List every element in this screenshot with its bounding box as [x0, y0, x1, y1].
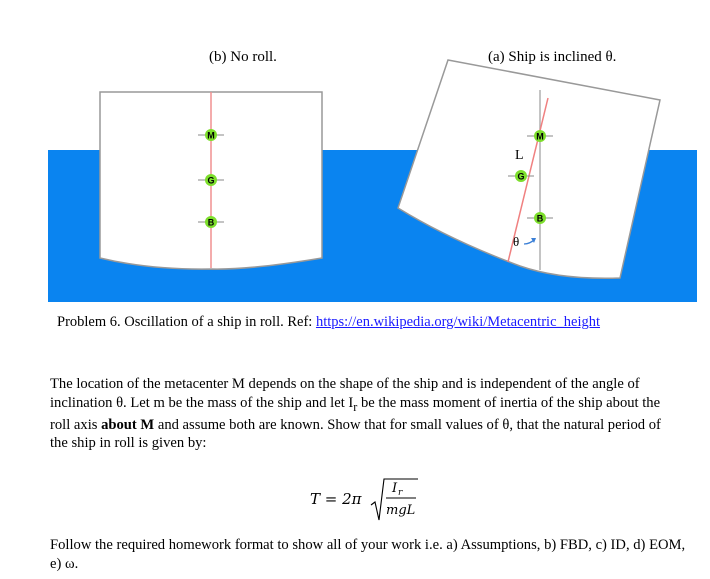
svg-text:G: G — [207, 175, 215, 186]
svg-text:M: M — [536, 131, 544, 142]
no-roll-label: (b) No roll. — [209, 49, 277, 65]
svg-text:B: B — [207, 217, 215, 228]
svg-text:G: G — [517, 171, 525, 182]
length-label-l: L — [515, 148, 524, 163]
theta-label: θ — [513, 234, 520, 249]
homework-instructions: Follow the required homework format to show all of your work i.e. a) Assumptions, b) FBD, c) ID, d) EOM, e) ω. — [50, 537, 686, 572]
svg-text:M: M — [207, 130, 215, 141]
caption-text: Problem 6. Oscillation of a ship in roll. Ref: — [57, 314, 316, 330]
svg-text:T = 2π: T = 2π — [310, 490, 362, 508]
wikipedia-link[interactable]: https://en.wikipedia.org/wiki/Metacentric_height — [315, 314, 601, 330]
problem-paragraph: The location of the metacenter M depends on the shape of the ship and is independent of the angle of inclination θ. Let m be the mass of the ship and let $I_r$ be the mass moment of inertia of the ship about the roll axis about M and assume both are known. Show that for small values of θ, that the natural period of the ship in roll is given by: — [50, 376, 661, 452]
svg-text:B: B — [536, 213, 544, 224]
svg-text:I: I — [392, 481, 398, 496]
svg-text:r: r — [398, 488, 403, 498]
inertia-subscript: r — [353, 399, 358, 414]
svg-text:mgL: mgL — [386, 503, 416, 518]
period-formula — [310, 476, 420, 526]
inclined-label: (a) Ship is inclined θ. — [488, 49, 617, 65]
figure-caption — [57, 314, 600, 331]
about-m-bold: about M — [101, 416, 155, 433]
